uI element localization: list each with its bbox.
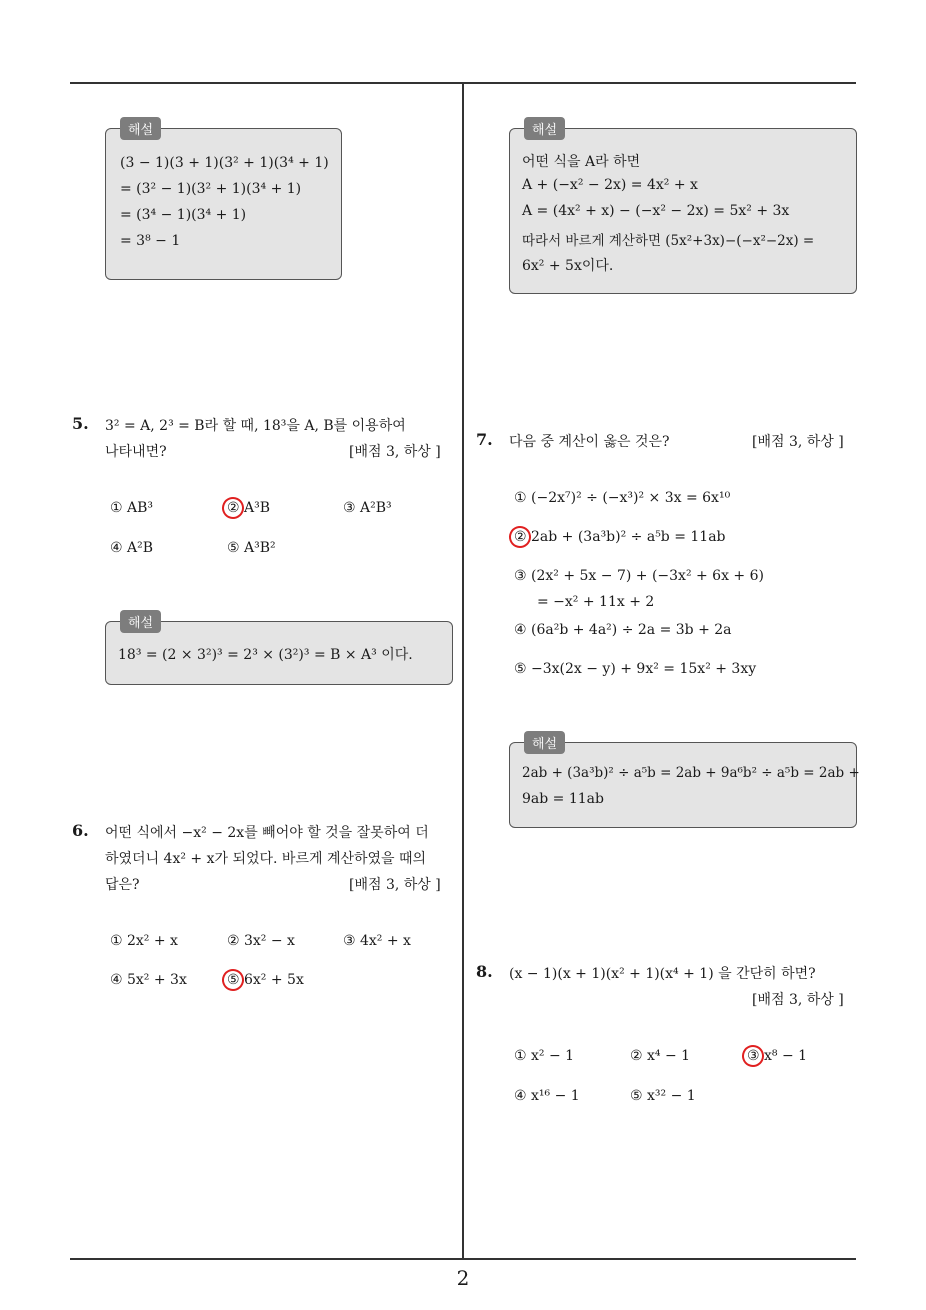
solution-line: = (3⁴ − 1)(3⁴ + 1) <box>120 207 247 223</box>
option-5[interactable]: ⑤ 6x² + 5x <box>227 972 304 988</box>
solution-label: 해설 <box>120 117 161 140</box>
option-4[interactable]: ④ A²B <box>110 540 154 556</box>
solution-line: 2ab + (3a³b)² ÷ a⁵b = 2ab + 9a⁶b² ÷ a⁵b = 2ab + <box>522 765 860 781</box>
question-text: 3² = A, 2³ = B라 할 때, 18³을 A, B를 이용하여 <box>105 418 406 434</box>
solution-label: 해설 <box>524 117 565 140</box>
solution-box-q7 <box>509 737 860 828</box>
option-2[interactable]: ② x⁴ − 1 <box>630 1048 691 1064</box>
score-label: [배점 3, 하상 ] <box>349 877 441 893</box>
option-3[interactable]: ③ A²B³ <box>343 500 392 516</box>
page-number: 2 <box>456 1266 470 1290</box>
solution-line: A = (4x² + x) − (−x² − 2x) = 5x² + 3x <box>522 203 790 219</box>
question-number: 7. <box>476 430 493 449</box>
option-5[interactable]: ⑤ x³² − 1 <box>630 1088 696 1104</box>
score-label: [배점 3, 하상 ] <box>752 434 844 450</box>
solution-line: = (3² − 1)(3² + 1)(3⁴ + 1) <box>120 181 302 197</box>
option-3[interactable]: ③ x⁸ − 1 <box>747 1048 808 1064</box>
solution-line: 18³ = (2 × 3²)³ = 2³ × (3²)³ = B × A³ 이다. <box>118 647 413 663</box>
option-2[interactable]: ② 3x² − x <box>227 933 295 949</box>
question-text: 하였더니 4x² + x가 되었다. 바르게 계산하였을 때의 <box>105 851 427 867</box>
solution-line: 9ab = 11ab <box>522 791 604 807</box>
solution-box-q6 <box>509 123 857 294</box>
option-2[interactable]: ② A³B <box>227 500 271 516</box>
option-5[interactable]: ⑤ A³B² <box>227 540 276 556</box>
solution-line: A + (−x² − 2x) = 4x² + x <box>522 177 698 193</box>
option-2[interactable]: ② 2ab + (3a³b)² ÷ a⁵b = 11ab <box>514 529 726 545</box>
answer-mark <box>219 966 247 994</box>
question-text: (x − 1)(x + 1)(x² + 1)(x⁴ + 1) 을 간단히 하면? <box>509 966 816 982</box>
question-text: 다음 중 계산이 옳은 것은? <box>509 434 670 450</box>
solution-line: 6x² + 5x이다. <box>522 258 614 274</box>
question-number: 8. <box>476 962 493 981</box>
option-3[interactable]: ③ 4x² + x <box>343 933 411 949</box>
question-text: 답은? <box>105 877 140 893</box>
solution-label: 해설 <box>120 610 161 633</box>
option-3-continued: = −x² + 11x + 2 <box>537 594 655 610</box>
score-label: [배점 3, 하상 ] <box>752 992 844 1008</box>
column-divider <box>462 82 464 1259</box>
solution-line: = 3⁸ − 1 <box>120 233 181 249</box>
question-number: 6. <box>72 821 89 840</box>
question-text: 어떤 식에서 −x² − 2x를 빼어야 할 것을 잘못하여 더 <box>105 825 429 841</box>
option-4[interactable]: ④ x¹⁶ − 1 <box>514 1088 580 1104</box>
solution-box-q4 <box>105 123 342 280</box>
answer-mark <box>506 523 534 551</box>
option-4[interactable]: ④ (6a²b + 4a²) ÷ 2a = 3b + 2a <box>514 622 732 638</box>
answer-mark <box>739 1042 767 1070</box>
bottom-rule <box>70 1258 856 1260</box>
solution-line: 어떤 식을 A라 하면 <box>522 154 641 170</box>
solution-label: 해설 <box>524 731 565 754</box>
answer-mark <box>219 494 247 522</box>
score-label: [배점 3, 하상 ] <box>349 444 441 460</box>
solution-line: 따라서 바르게 계산하면 (5x²+3x)−(−x²−2x) = <box>522 233 815 249</box>
question-number: 5. <box>72 414 89 433</box>
solution-box-q5 <box>105 616 453 685</box>
option-1[interactable]: ① 2x² + x <box>110 933 178 949</box>
option-3[interactable]: ③ (2x² + 5x − 7) + (−3x² + 6x + 6) <box>514 568 764 584</box>
option-1[interactable]: ① AB³ <box>110 500 154 516</box>
option-1[interactable]: ① x² − 1 <box>514 1048 575 1064</box>
option-5[interactable]: ⑤ −3x(2x − y) + 9x² = 15x² + 3xy <box>514 661 757 677</box>
solution-line: (3 − 1)(3 + 1)(3² + 1)(3⁴ + 1) <box>120 155 329 171</box>
option-1[interactable]: ① (−2x⁷)² ÷ (−x³)² × 3x = 6x¹⁰ <box>514 490 731 506</box>
question-text: 나타내면? <box>105 444 167 460</box>
option-4[interactable]: ④ 5x² + 3x <box>110 972 187 988</box>
